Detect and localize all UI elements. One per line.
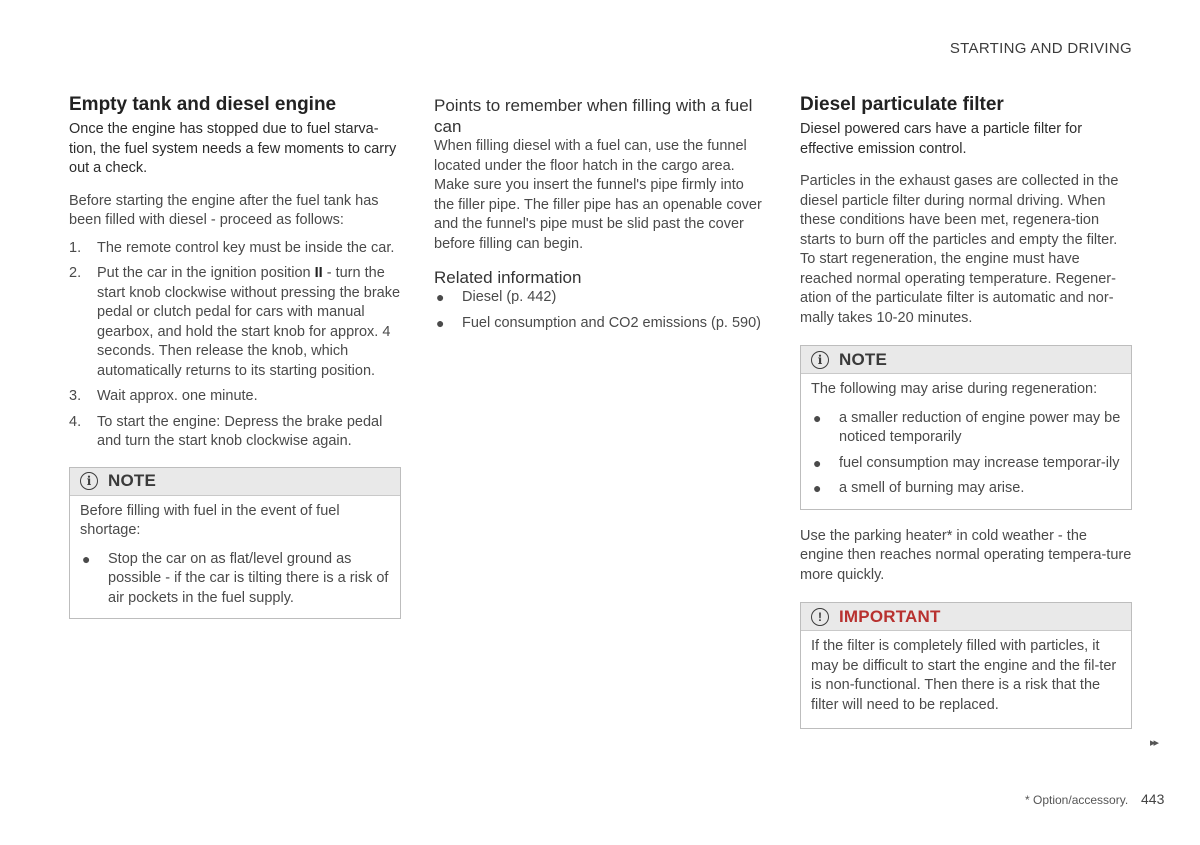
list-item: 2. Put the car in the ignition position II - turn the start knob clockwise without pressing the brake pedal or clutch pedal for cars with manual gearbox, and hold the start knob for approx. 4 seconds. Then release the knob, which automatically returns to its starting position.	[69, 265, 401, 379]
related-links	[434, 288, 764, 333]
parking-heater-paragraph: Use the parking heater* in cold weather - the engine then reaches normal operating tempera-ture more quickly.	[800, 527, 1132, 583]
warning-icon: !	[811, 608, 829, 626]
note-header	[70, 468, 400, 496]
important-box	[800, 602, 1132, 729]
column-empty-tank	[69, 93, 401, 619]
list-item: ● fuel consumption may increase temporar-ily	[813, 454, 1120, 471]
fuel-can-paragraph: When filling diesel with a fuel can, use the funnel located under the floor hatch in the cargo area. Make sure you insert the funnel's pipe firmly into the filler pipe. The filler pipe has an openable cover and the funnel's pipe must be slid past the cover before filling can begin.	[434, 138, 762, 252]
note-body	[70, 496, 400, 619]
info-icon: i	[811, 351, 829, 369]
list-item: 3. Wait approx. one minute.	[69, 388, 258, 404]
steps-list	[69, 239, 401, 452]
page-number: 443	[1141, 791, 1165, 807]
column-fuel-can	[434, 93, 764, 339]
note-box	[69, 467, 401, 620]
list-item: ● a smell of burning may arise.	[813, 480, 1025, 496]
heading-fuel-can: Points to remember when filling with a fuel can	[434, 96, 753, 136]
note-bullets	[811, 409, 1121, 499]
lead-paragraph: Once the engine has stopped due to fuel starva-tion, the fuel system needs a few moments to carry out a check.	[69, 121, 397, 176]
section-header: STARTING AND DRIVING	[949, 40, 1132, 57]
note-box	[800, 345, 1132, 510]
info-icon: i	[80, 472, 98, 490]
important-title: IMPORTANT	[839, 606, 941, 626]
list-item: ● a smaller reduction of engine power may be noticed temporarily	[813, 409, 1121, 445]
list-item: 1. The remote control key must be inside the car.	[69, 239, 395, 256]
list-item: 4. To start the engine: Depress the brake pedal and turn the start knob clockwise again.	[69, 413, 383, 449]
note-text: Before filling with fuel in the event of fuel shortage:	[80, 502, 340, 538]
important-body	[801, 631, 1131, 728]
continue-arrow-icon: ▸▸	[1150, 737, 1158, 749]
column-particulate-filter	[800, 93, 1132, 729]
important-text: If the filter is completely filled with particles, it may be difficult to start the engine and the fil-ter is non-functional. Then there is a risk that the filter will need to be replaced.	[811, 638, 1117, 713]
related-link[interactable]: ● Fuel consumption and CO2 emissions (p. 590)	[436, 314, 762, 331]
intro-paragraph: Before starting the engine after the fuel tank has been filled with diesel - proceed as follows:	[69, 192, 379, 228]
footnote: * Option/accessory.	[1025, 793, 1129, 807]
ignition-position: II	[314, 265, 323, 281]
note-bullets	[80, 550, 390, 609]
list-item: ● Stop the car on as flat/level ground as possible - if the car is tilting there is a risk of air pockets in the fuel supply.	[82, 550, 389, 606]
lead-paragraph: Diesel powered cars have a particle filter for effective emission control.	[800, 121, 1083, 157]
important-header	[801, 603, 1131, 631]
related-heading: Related information	[434, 268, 582, 287]
heading-empty-tank: Empty tank and diesel engine	[69, 94, 337, 115]
note-title: NOTE	[839, 349, 888, 369]
related-link[interactable]: ● Diesel (p. 442)	[436, 289, 557, 305]
note-body	[801, 374, 1131, 509]
note-header	[801, 346, 1131, 374]
note-title: NOTE	[108, 471, 157, 490]
filter-paragraph: Particles in the exhaust gases are collected in the diesel particle filter during normal driving. When these conditions have been met, regenera-tion starts to burn off the particles and empty the filter. To start regeneration, the engine must have reached normal operating temperature. Regener-ation of the particulate filter is automatic and nor-mally takes 10-20 minutes.	[800, 173, 1119, 326]
note-text: The following may arise during regeneration:	[811, 381, 1098, 397]
heading-particulate-filter: Diesel particulate filter	[800, 94, 1004, 115]
